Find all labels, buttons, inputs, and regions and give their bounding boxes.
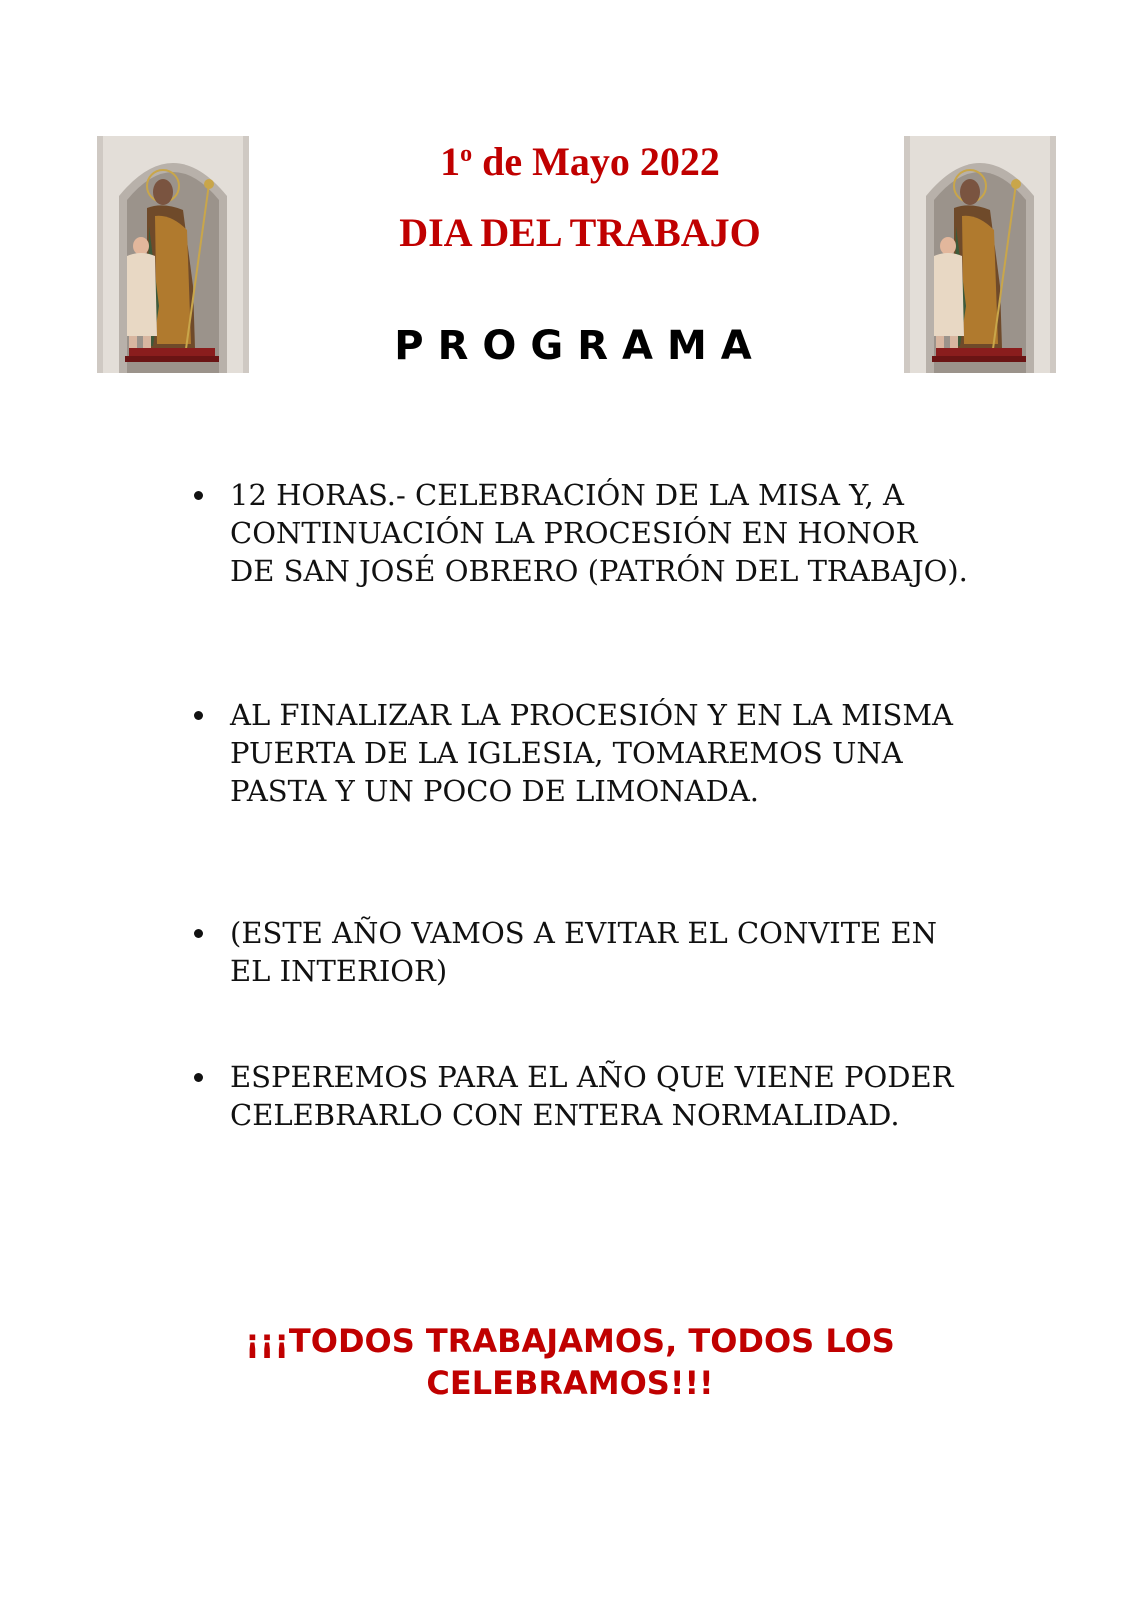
program-item (190, 914, 970, 990)
date-month-year: de Mayo 2022 (472, 139, 720, 184)
programa-heading: PROGRAMA (394, 323, 766, 369)
closing-slogan (180, 1320, 960, 1404)
program-item-text: (ESTE AÑO VAMOS A EVITAR EL CONVITE EN EL INTERIOR) (230, 916, 938, 988)
closing-line-2: CELEBRAMOS!!! (426, 1364, 714, 1402)
bullet-icon (194, 491, 203, 500)
program-item-text: AL FINALIZAR LA PROCESIÓN Y EN LA MISMA PUERTA DE LA IGLESIA, TOMAREMOS UNA PASTA Y UN POCO DE LIMONADA. (230, 698, 953, 808)
bullet-icon (194, 711, 203, 720)
program-item (190, 696, 970, 810)
program-item (190, 1058, 970, 1134)
program-item (190, 476, 970, 590)
date-ordinal: o (460, 141, 473, 167)
event-name-title: DIA DEL TRABAJO (399, 210, 761, 255)
date-day: 1 (440, 139, 461, 184)
closing-line-1: ¡¡¡TODOS TRABAJAMOS, TODOS LOS (245, 1322, 895, 1360)
bullet-icon (194, 929, 203, 938)
statue-image-right (904, 136, 1056, 373)
statue-image-left (97, 136, 249, 373)
program-item-text: ESPEREMOS PARA EL AÑO QUE VIENE PODER CELEBRARLO CON ENTERA NORMALIDAD. (230, 1060, 954, 1132)
event-date-title (300, 138, 860, 186)
program-item-text: 12 HORAS.- CELEBRACIÓN DE LA MISA Y, A CONTINUACIÓN LA PROCESIÓN EN HONOR DE SAN JOSÉ OBRERO (PATRÓN DEL TRABAJO). (230, 478, 968, 588)
bullet-icon (194, 1073, 203, 1082)
